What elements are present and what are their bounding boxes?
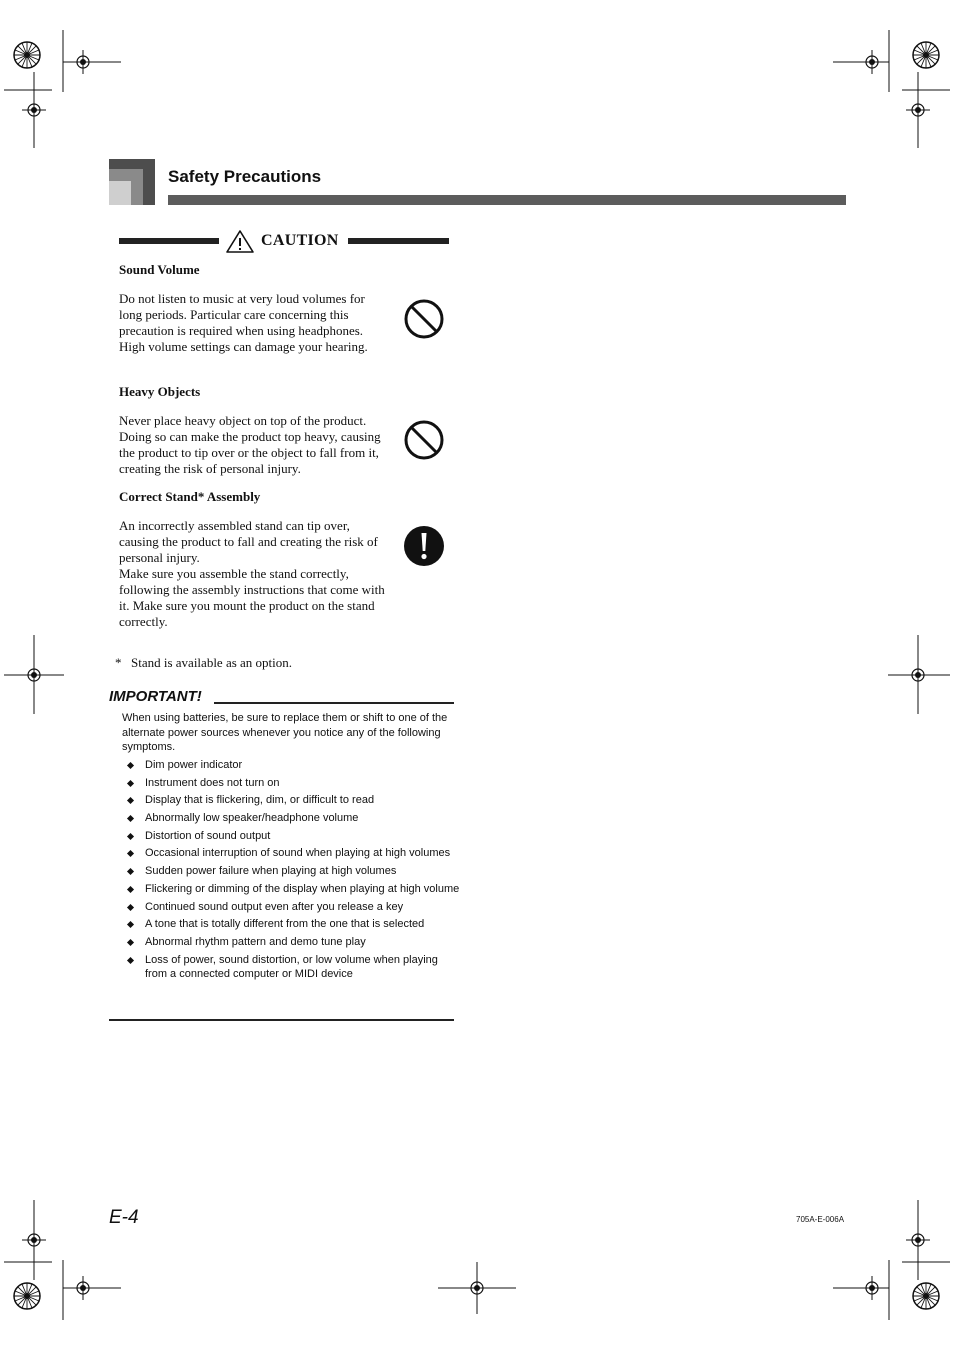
list-item: Continued sound output even after you release a key — [126, 900, 460, 915]
bullet-diamond-icon — [127, 833, 134, 840]
bullet-diamond-icon — [127, 868, 134, 875]
bullet-diamond-icon — [127, 850, 134, 857]
footnote-text: Stand is available as an option. — [131, 655, 293, 670]
paragraph: Do not listen to music at very loud volumes for long periods. Particular care concerning this precaution is required when using headphones. High volume settings can damage your hearing. — [119, 291, 368, 354]
list-item: Occasional interruption of sound when playing at high volumes — [126, 846, 460, 861]
mandatory-exclamation-icon — [402, 525, 446, 569]
list-item: Loss of power, sound distortion, or low volume when playing from a connected computer or MIDI device — [126, 953, 460, 982]
bullet-diamond-icon — [127, 780, 134, 787]
section-title-heavy-objects: Heavy Objects — [119, 384, 201, 399]
paragraph: Never place heavy object on top of the product. Doing so can make the product top heavy, causing the product to tip over or the object to fall from it, creating the risk of personal injury. — [119, 413, 381, 476]
page-number: E-4 — [109, 1207, 139, 1228]
caution-heading: CAUTION — [261, 232, 339, 249]
bullet-diamond-icon — [127, 886, 134, 893]
bullet-diamond-icon — [127, 762, 134, 769]
paragraph: Make sure you assemble the stand correctly, following the assembly instructions that come with it. Make sure you mount the product on the stand correctly. — [119, 566, 385, 629]
important-rule-bottom — [109, 1019, 454, 1021]
list-item: A tone that is totally different from the one that is selected — [126, 917, 460, 932]
footnote-marker: * — [115, 655, 122, 670]
page-title: Safety Precautions — [168, 167, 322, 186]
section-title-stand-assembly: Correct Stand* Assembly — [119, 489, 261, 504]
list-item: Sudden power failure when playing at high volumes — [126, 864, 460, 879]
section-body-sound-volume — [119, 291, 389, 355]
registration-wheel — [913, 42, 939, 68]
list-item: Abnormally low speaker/headphone volume — [126, 811, 460, 826]
bullet-diamond-icon — [127, 903, 134, 910]
section-header-decoration — [109, 159, 155, 205]
important-rule-top — [214, 702, 454, 704]
crop-lines — [4, 30, 950, 1320]
header-rule — [168, 195, 846, 205]
bullet-diamond-icon — [127, 957, 134, 964]
registration-wheel — [14, 1283, 40, 1309]
list-item: Distortion of sound output — [126, 829, 460, 844]
prohibited-icon — [402, 419, 446, 463]
registration-wheel — [913, 1283, 939, 1309]
section-body-stand-assembly — [119, 518, 389, 630]
symptom-list — [126, 758, 460, 985]
important-heading: IMPORTANT! — [109, 688, 202, 705]
caution-rule-left — [119, 238, 219, 244]
bullet-diamond-icon — [127, 797, 134, 804]
list-item: Abnormal rhythm pattern and demo tune play — [126, 935, 460, 950]
footnote — [115, 655, 292, 671]
list-item: Display that is flickering, dim, or difficult to read — [126, 793, 460, 808]
document-code: 705A-E-006A — [796, 1215, 845, 1224]
caution-rule-right — [348, 238, 449, 244]
prohibited-icon — [402, 298, 446, 342]
bullet-diamond-icon — [127, 921, 134, 928]
bullet-diamond-icon — [127, 815, 134, 822]
registration-wheel — [14, 42, 40, 68]
paragraph: An incorrectly assembled stand can tip over, causing the product to fall and creating the risk of personal injury. — [119, 518, 378, 565]
important-intro: When using batteries, be sure to replace them or shift to one of the alternate power sources whenever you notice any of the following symptoms. — [122, 712, 448, 753]
list-item: Instrument does not turn on — [126, 776, 460, 791]
section-title-sound-volume: Sound Volume — [119, 262, 200, 277]
section-body-heavy-objects — [119, 413, 389, 477]
list-item: Dim power indicator — [126, 758, 460, 773]
warning-triangle-icon — [225, 229, 255, 254]
list-item: Flickering or dimming of the display when playing at high volume — [126, 882, 460, 897]
bullet-diamond-icon — [127, 939, 134, 946]
